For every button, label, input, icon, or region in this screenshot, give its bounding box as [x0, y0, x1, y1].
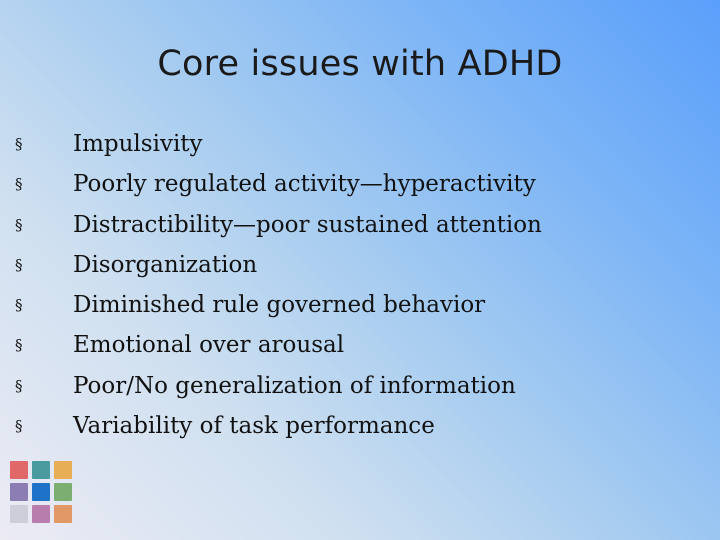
bullet-text: Poor/No generalization of information	[73, 372, 516, 399]
logo-tile	[10, 461, 28, 479]
bullet-text: Impulsivity	[73, 131, 203, 157]
bullet-marker-icon: §	[15, 175, 23, 194]
logo-tile	[54, 483, 72, 501]
bullet-item	[15, 413, 542, 453]
bullet-text: Distractibility—poor sustained attention	[73, 211, 542, 238]
bullet-item	[15, 131, 542, 171]
bullet-marker-icon: §	[15, 376, 23, 395]
logo-tile	[32, 461, 50, 479]
logo-tile	[10, 505, 28, 523]
logo-tile	[54, 505, 72, 523]
bullet-item	[15, 332, 542, 372]
bullet-text: Diminished rule governed behavior	[73, 292, 486, 319]
bullet-marker-icon: §	[15, 215, 23, 234]
logo-tile	[32, 505, 50, 523]
logo-tile	[10, 483, 28, 501]
logo-tile	[32, 483, 50, 501]
bullet-item	[15, 373, 542, 413]
bullet-marker-icon: §	[15, 255, 23, 274]
bullet-marker-icon: §	[15, 417, 23, 436]
bullet-marker-icon: §	[15, 336, 23, 355]
bullet-item	[15, 252, 542, 292]
logo-tile	[54, 461, 72, 479]
bullet-text: Emotional over arousal	[73, 332, 345, 359]
bullet-text: Poorly regulated activity—hyperactivity	[73, 171, 536, 198]
bullet-text: Disorganization	[73, 251, 258, 278]
bullet-item	[15, 292, 542, 332]
bullet-marker-icon: §	[15, 296, 23, 315]
bullet-list	[15, 131, 542, 453]
bullet-item	[15, 171, 542, 211]
bullet-item	[15, 212, 542, 252]
bullet-marker-icon: §	[15, 135, 23, 153]
slide-title: Core issues with ADHD	[157, 44, 563, 84]
bullet-text: Variability of task performance	[73, 413, 435, 440]
colored-tile-grid-logo-icon	[10, 461, 74, 525]
